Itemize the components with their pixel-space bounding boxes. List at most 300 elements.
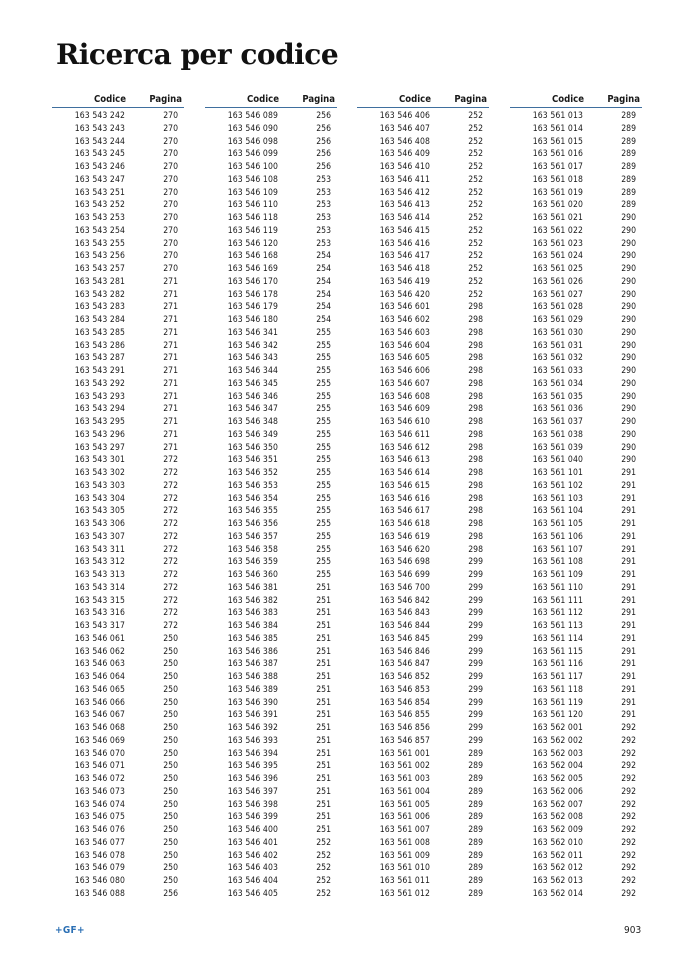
page-reference: 255 bbox=[316, 519, 331, 529]
table-row bbox=[357, 301, 489, 314]
page-reference: 250 bbox=[163, 850, 178, 861]
page-reference: 292 bbox=[621, 888, 636, 899]
page-reference: 292 bbox=[621, 723, 636, 733]
table-row bbox=[52, 365, 184, 378]
page-reference: 290 bbox=[621, 213, 636, 223]
product-code: 163 546 619 bbox=[379, 531, 430, 542]
table-row bbox=[205, 697, 337, 710]
page-reference: 251 bbox=[316, 697, 331, 708]
product-code: 163 561 117 bbox=[532, 672, 583, 682]
table-row bbox=[510, 531, 642, 544]
table-row bbox=[52, 442, 184, 455]
product-code: 163 546 613 bbox=[379, 455, 430, 466]
product-code: 163 546 382 bbox=[227, 595, 278, 606]
product-code: 163 546 384 bbox=[227, 621, 278, 631]
page-reference: 292 bbox=[621, 812, 636, 823]
page-reference: 291 bbox=[621, 544, 636, 555]
table-row bbox=[510, 582, 642, 595]
product-code: 163 546 355 bbox=[227, 506, 278, 517]
product-code: 163 543 315 bbox=[74, 595, 125, 606]
page-reference: 299 bbox=[468, 697, 483, 708]
product-code: 163 546 342 bbox=[227, 340, 278, 351]
page-reference: 256 bbox=[316, 123, 331, 134]
product-code: 163 562 010 bbox=[532, 837, 583, 848]
product-code: 163 543 284 bbox=[74, 315, 125, 325]
table-row bbox=[357, 136, 489, 149]
page-reference: 250 bbox=[163, 723, 178, 733]
product-code: 163 546 388 bbox=[227, 672, 278, 682]
page-reference: 298 bbox=[468, 340, 483, 351]
table-row bbox=[52, 671, 184, 684]
table-row bbox=[52, 658, 184, 671]
page-reference: 298 bbox=[468, 506, 483, 517]
table-row bbox=[357, 862, 489, 875]
page-reference: 256 bbox=[163, 888, 178, 899]
table-row bbox=[52, 301, 184, 314]
table-row bbox=[205, 136, 337, 149]
page-reference: 290 bbox=[621, 238, 636, 249]
product-code: 163 546 609 bbox=[379, 404, 430, 415]
table-row bbox=[52, 148, 184, 161]
page-reference: 251 bbox=[316, 786, 331, 797]
page-reference: 252 bbox=[468, 162, 483, 172]
page-reference: 255 bbox=[316, 366, 331, 376]
table-row bbox=[205, 811, 337, 824]
table-row bbox=[510, 199, 642, 212]
product-code: 163 546 614 bbox=[379, 468, 430, 478]
page-reference: 290 bbox=[621, 327, 636, 338]
page-reference: 270 bbox=[163, 111, 178, 121]
table-row bbox=[357, 289, 489, 302]
product-code: 163 546 420 bbox=[379, 289, 430, 300]
table-row bbox=[205, 365, 337, 378]
product-code: 163 546 350 bbox=[227, 442, 278, 453]
page-reference: 299 bbox=[468, 582, 483, 593]
product-code: 163 562 007 bbox=[532, 799, 583, 810]
table-row bbox=[510, 671, 642, 684]
product-code: 163 562 004 bbox=[532, 761, 583, 772]
table-row bbox=[357, 199, 489, 212]
table-row bbox=[510, 110, 642, 123]
table-row bbox=[52, 799, 184, 812]
product-code: 163 543 286 bbox=[74, 340, 125, 351]
product-code: 163 546 855 bbox=[379, 710, 430, 721]
table-row bbox=[52, 607, 184, 620]
header-codice: Codice bbox=[93, 94, 126, 105]
column-header bbox=[510, 94, 642, 108]
table-row bbox=[205, 352, 337, 365]
product-code: 163 562 002 bbox=[532, 735, 583, 746]
product-code: 163 546 410 bbox=[379, 162, 430, 172]
table-row bbox=[205, 391, 337, 404]
product-code: 163 546 414 bbox=[379, 213, 430, 223]
product-code: 163 562 001 bbox=[532, 723, 583, 733]
page-reference: 254 bbox=[316, 276, 331, 287]
table-row bbox=[205, 658, 337, 671]
product-code: 163 543 247 bbox=[74, 174, 125, 185]
page-reference: 250 bbox=[163, 812, 178, 823]
product-code: 163 546 390 bbox=[227, 697, 278, 708]
page-reference: 252 bbox=[468, 200, 483, 211]
table-row bbox=[205, 429, 337, 442]
product-code: 163 543 295 bbox=[74, 417, 125, 427]
product-code: 163 543 282 bbox=[74, 289, 125, 300]
page-reference: 255 bbox=[316, 468, 331, 478]
table-row bbox=[52, 493, 184, 506]
table-row bbox=[510, 250, 642, 263]
page-reference: 251 bbox=[316, 608, 331, 619]
product-code: 163 546 349 bbox=[227, 429, 278, 440]
header-pagina: Pagina bbox=[454, 94, 487, 105]
table-row bbox=[510, 633, 642, 646]
product-code: 163 546 071 bbox=[74, 761, 125, 772]
page-reference: 255 bbox=[316, 544, 331, 555]
product-code: 163 561 027 bbox=[532, 289, 583, 300]
product-code: 163 546 351 bbox=[227, 455, 278, 466]
table-row bbox=[357, 174, 489, 187]
table-row bbox=[510, 824, 642, 837]
table-row bbox=[357, 748, 489, 761]
product-code: 163 561 015 bbox=[532, 136, 583, 147]
table-row bbox=[205, 862, 337, 875]
page-reference: 290 bbox=[621, 429, 636, 440]
product-code: 163 546 354 bbox=[227, 493, 278, 504]
table-row bbox=[510, 722, 642, 735]
product-code: 163 562 008 bbox=[532, 812, 583, 823]
page-reference: 292 bbox=[621, 850, 636, 861]
page-reference: 292 bbox=[621, 735, 636, 746]
page-reference: 250 bbox=[163, 837, 178, 848]
page-reference: 271 bbox=[163, 378, 178, 389]
product-code: 163 546 395 bbox=[227, 761, 278, 772]
table-row bbox=[205, 289, 337, 302]
table-row bbox=[510, 773, 642, 786]
product-code: 163 546 415 bbox=[379, 225, 430, 236]
page-reference: 298 bbox=[468, 391, 483, 402]
product-code: 163 546 392 bbox=[227, 723, 278, 733]
product-code: 163 546 610 bbox=[379, 417, 430, 427]
product-code: 163 561 116 bbox=[532, 659, 583, 670]
product-code: 163 543 301 bbox=[74, 455, 125, 466]
page-reference: 271 bbox=[163, 353, 178, 364]
page-reference: 250 bbox=[163, 659, 178, 670]
table-row bbox=[205, 276, 337, 289]
page-title: Ricerca per codice bbox=[56, 38, 339, 71]
product-code: 163 546 066 bbox=[74, 697, 125, 708]
table-row bbox=[510, 595, 642, 608]
page-reference: 299 bbox=[468, 621, 483, 631]
page-reference: 251 bbox=[316, 812, 331, 823]
product-code: 163 546 400 bbox=[227, 825, 278, 835]
page-number: 903 bbox=[624, 925, 642, 936]
table-row bbox=[510, 187, 642, 200]
table-row bbox=[52, 314, 184, 327]
page-reference: 250 bbox=[163, 697, 178, 708]
table-row bbox=[205, 531, 337, 544]
product-code: 163 561 030 bbox=[532, 327, 583, 338]
table-row bbox=[205, 544, 337, 557]
page-reference: 250 bbox=[163, 710, 178, 721]
page-reference: 252 bbox=[468, 174, 483, 185]
table-row bbox=[510, 365, 642, 378]
table-row bbox=[510, 161, 642, 174]
product-code: 163 561 024 bbox=[532, 251, 583, 262]
table-row bbox=[357, 556, 489, 569]
product-code: 163 561 026 bbox=[532, 276, 583, 287]
index-column-4 bbox=[510, 94, 642, 901]
product-code: 163 561 005 bbox=[379, 799, 430, 810]
page-reference: 272 bbox=[163, 506, 178, 517]
page-reference: 253 bbox=[316, 174, 331, 185]
table-row bbox=[205, 123, 337, 136]
product-code: 163 546 180 bbox=[227, 315, 278, 325]
table-row bbox=[357, 735, 489, 748]
product-code: 163 546 077 bbox=[74, 837, 125, 848]
product-code: 163 561 103 bbox=[532, 493, 583, 504]
table-row bbox=[205, 250, 337, 263]
table-row bbox=[205, 760, 337, 773]
page-reference: 291 bbox=[621, 493, 636, 504]
product-code: 163 546 611 bbox=[379, 429, 430, 440]
page-reference: 289 bbox=[468, 876, 483, 886]
page-reference: 251 bbox=[316, 825, 331, 835]
page-reference: 270 bbox=[163, 162, 178, 172]
page-reference: 252 bbox=[316, 837, 331, 848]
product-code: 163 543 287 bbox=[74, 353, 125, 364]
table-row bbox=[357, 709, 489, 722]
table-row bbox=[357, 454, 489, 467]
page-reference: 253 bbox=[316, 238, 331, 249]
table-row bbox=[52, 531, 184, 544]
table-row bbox=[205, 301, 337, 314]
page-reference: 250 bbox=[163, 672, 178, 682]
page-reference: 299 bbox=[468, 735, 483, 746]
table-row bbox=[510, 391, 642, 404]
page-reference: 291 bbox=[621, 633, 636, 644]
table-row bbox=[510, 748, 642, 761]
table-row bbox=[357, 378, 489, 391]
product-code: 163 546 078 bbox=[74, 850, 125, 861]
table-row bbox=[205, 327, 337, 340]
product-code: 163 543 317 bbox=[74, 621, 125, 631]
table-row bbox=[357, 544, 489, 557]
table-row bbox=[510, 429, 642, 442]
table-row bbox=[205, 518, 337, 531]
page-reference: 250 bbox=[163, 748, 178, 759]
table-row bbox=[205, 556, 337, 569]
product-code: 163 546 383 bbox=[227, 608, 278, 619]
product-code: 163 562 014 bbox=[532, 888, 583, 899]
product-code: 163 562 009 bbox=[532, 825, 583, 835]
table-row bbox=[52, 250, 184, 263]
page-reference: 272 bbox=[163, 531, 178, 542]
product-code: 163 543 316 bbox=[74, 608, 125, 619]
page-reference: 271 bbox=[163, 289, 178, 300]
product-code: 163 546 413 bbox=[379, 200, 430, 211]
product-code: 163 543 285 bbox=[74, 327, 125, 338]
page-reference: 298 bbox=[468, 302, 483, 313]
page-reference: 254 bbox=[316, 289, 331, 300]
table-row bbox=[357, 340, 489, 353]
table-row bbox=[357, 110, 489, 123]
page-reference: 291 bbox=[621, 570, 636, 580]
product-code: 163 561 111 bbox=[532, 595, 583, 606]
page-reference: 290 bbox=[621, 302, 636, 313]
table-row bbox=[52, 709, 184, 722]
table-row bbox=[205, 238, 337, 251]
table-row bbox=[52, 505, 184, 518]
table-row bbox=[52, 786, 184, 799]
table-row bbox=[52, 735, 184, 748]
product-code: 163 543 252 bbox=[74, 200, 125, 211]
page-reference: 253 bbox=[316, 225, 331, 236]
product-code: 163 546 099 bbox=[227, 149, 278, 160]
page-reference: 251 bbox=[316, 595, 331, 606]
page-reference: 272 bbox=[163, 468, 178, 478]
table-row bbox=[357, 467, 489, 480]
product-code: 163 561 019 bbox=[532, 187, 583, 198]
product-code: 163 546 075 bbox=[74, 812, 125, 823]
table-row bbox=[52, 556, 184, 569]
product-code: 163 561 036 bbox=[532, 404, 583, 415]
page-reference: 298 bbox=[468, 468, 483, 478]
product-code: 163 546 108 bbox=[227, 174, 278, 185]
page-reference: 255 bbox=[316, 570, 331, 580]
page-reference: 255 bbox=[316, 391, 331, 402]
product-code: 163 546 347 bbox=[227, 404, 278, 415]
table-row bbox=[52, 454, 184, 467]
page-reference: 270 bbox=[163, 123, 178, 134]
page-reference: 255 bbox=[316, 404, 331, 415]
table-row bbox=[357, 786, 489, 799]
page-reference: 299 bbox=[468, 608, 483, 619]
product-code: 163 543 245 bbox=[74, 149, 125, 160]
page-reference: 298 bbox=[468, 315, 483, 325]
page-reference: 255 bbox=[316, 417, 331, 427]
table-row bbox=[205, 212, 337, 225]
page-reference: 270 bbox=[163, 187, 178, 198]
table-row bbox=[357, 505, 489, 518]
table-row bbox=[510, 646, 642, 659]
table-row bbox=[357, 531, 489, 544]
table-row bbox=[52, 110, 184, 123]
table-row bbox=[205, 799, 337, 812]
page-reference: 292 bbox=[621, 774, 636, 784]
page-reference: 252 bbox=[468, 251, 483, 262]
product-code: 163 561 102 bbox=[532, 480, 583, 491]
product-code: 163 546 846 bbox=[379, 646, 430, 657]
page-reference: 252 bbox=[468, 149, 483, 160]
product-code: 163 546 079 bbox=[74, 863, 125, 874]
page-reference: 270 bbox=[163, 251, 178, 262]
table-row bbox=[205, 340, 337, 353]
table-row bbox=[205, 735, 337, 748]
product-code: 163 546 620 bbox=[379, 544, 430, 555]
product-code: 163 561 107 bbox=[532, 544, 583, 555]
page-reference: 270 bbox=[163, 264, 178, 274]
page-reference: 255 bbox=[316, 327, 331, 338]
table-row bbox=[52, 136, 184, 149]
table-row bbox=[510, 697, 642, 710]
table-row bbox=[510, 658, 642, 671]
page-reference: 298 bbox=[468, 417, 483, 427]
product-code: 163 546 399 bbox=[227, 812, 278, 823]
product-code: 163 543 243 bbox=[74, 123, 125, 134]
product-code: 163 546 401 bbox=[227, 837, 278, 848]
table-row bbox=[357, 250, 489, 263]
table-row bbox=[510, 850, 642, 863]
table-row bbox=[510, 862, 642, 875]
page-reference: 272 bbox=[163, 493, 178, 504]
page-reference: 299 bbox=[468, 595, 483, 606]
table-row bbox=[205, 684, 337, 697]
page-reference: 290 bbox=[621, 315, 636, 325]
table-row bbox=[357, 837, 489, 850]
product-code: 163 561 106 bbox=[532, 531, 583, 542]
product-code: 163 546 386 bbox=[227, 646, 278, 657]
page-reference: 256 bbox=[316, 111, 331, 121]
product-code: 163 561 025 bbox=[532, 264, 583, 274]
product-code: 163 546 845 bbox=[379, 633, 430, 644]
page-reference: 290 bbox=[621, 276, 636, 287]
table-row bbox=[357, 595, 489, 608]
table-row bbox=[52, 340, 184, 353]
product-code: 163 561 037 bbox=[532, 417, 583, 427]
page-reference: 292 bbox=[621, 825, 636, 835]
table-row bbox=[510, 607, 642, 620]
page-reference: 289 bbox=[621, 187, 636, 198]
product-code: 163 561 009 bbox=[379, 850, 430, 861]
page-reference: 252 bbox=[468, 289, 483, 300]
product-code: 163 546 404 bbox=[227, 876, 278, 886]
page-reference: 255 bbox=[316, 493, 331, 504]
product-code: 163 561 032 bbox=[532, 353, 583, 364]
product-code: 163 543 311 bbox=[74, 544, 125, 555]
page-reference: 251 bbox=[316, 774, 331, 784]
table-row bbox=[357, 671, 489, 684]
table-row bbox=[205, 403, 337, 416]
product-code: 163 561 014 bbox=[532, 123, 583, 134]
table-row bbox=[52, 238, 184, 251]
table-row bbox=[205, 888, 337, 901]
page-reference: 299 bbox=[468, 646, 483, 657]
product-code: 163 561 016 bbox=[532, 149, 583, 160]
page-reference: 290 bbox=[621, 442, 636, 453]
table-row bbox=[205, 875, 337, 888]
product-code: 163 561 007 bbox=[379, 825, 430, 835]
table-row bbox=[52, 850, 184, 863]
table-row bbox=[205, 773, 337, 786]
page-reference: 289 bbox=[468, 825, 483, 835]
table-row bbox=[205, 493, 337, 506]
column-header bbox=[52, 94, 184, 108]
table-row bbox=[205, 620, 337, 633]
product-code: 163 561 023 bbox=[532, 238, 583, 249]
table-row bbox=[510, 709, 642, 722]
page-reference: 289 bbox=[621, 162, 636, 172]
page-reference: 271 bbox=[163, 340, 178, 351]
table-row bbox=[357, 633, 489, 646]
product-code: 163 546 842 bbox=[379, 595, 430, 606]
product-code: 163 561 001 bbox=[379, 748, 430, 759]
header-pagina: Pagina bbox=[607, 94, 640, 105]
product-code: 163 546 345 bbox=[227, 378, 278, 389]
table-row bbox=[357, 352, 489, 365]
table-row bbox=[357, 327, 489, 340]
page-reference: 270 bbox=[163, 200, 178, 211]
page-reference: 272 bbox=[163, 544, 178, 555]
page-reference: 292 bbox=[621, 837, 636, 848]
